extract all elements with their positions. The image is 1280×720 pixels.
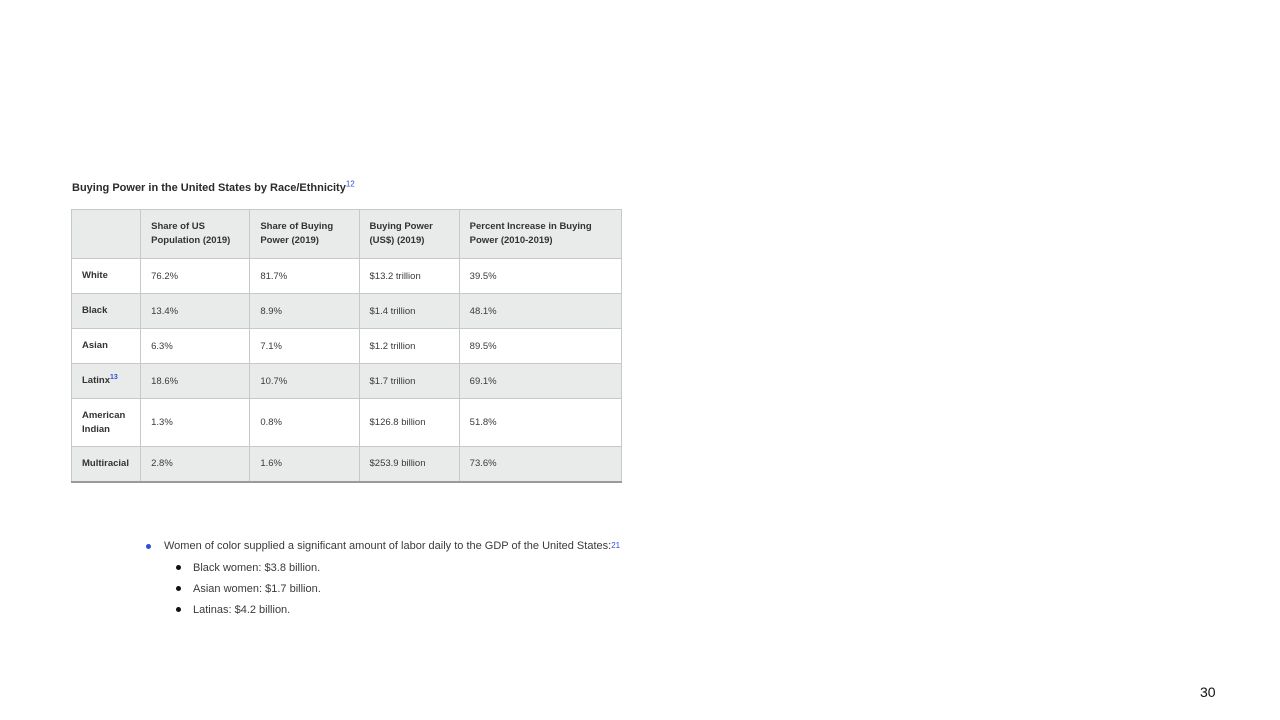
header-cell-buying-power: Buying Power (US$) (2019) bbox=[359, 210, 459, 259]
table-cell: 6.3% bbox=[141, 329, 250, 364]
row-label: White bbox=[72, 259, 141, 294]
sub-bullet-text: Black women: $3.8 billion. bbox=[193, 561, 321, 574]
table-cell: 89.5% bbox=[459, 329, 621, 364]
row-label-text: Latinx bbox=[82, 375, 110, 386]
header-cell-buying-power-share: Share of Buying Power (2019) bbox=[250, 210, 359, 259]
caption-footnote-ref[interactable]: 12 bbox=[345, 179, 355, 189]
table-cell: 7.1% bbox=[250, 329, 359, 364]
table-row-black bbox=[72, 294, 622, 329]
table-cell: $1.2 trillion bbox=[359, 329, 459, 364]
table-cell: $126.8 billion bbox=[359, 399, 459, 447]
row-label: American Indian bbox=[72, 399, 141, 447]
sub-bullet-list bbox=[146, 557, 620, 620]
bullet-dot-icon bbox=[176, 565, 181, 570]
table-cell: 69.1% bbox=[459, 364, 621, 399]
table-cell: $13.2 trillion bbox=[359, 259, 459, 294]
header-cell-group bbox=[72, 210, 141, 259]
list-item: Women of color supplied a significant amount of labor daily to the GDP of the United States: 21 bbox=[146, 537, 620, 555]
row-label: Black bbox=[72, 294, 141, 329]
bullet-text: Women of color supplied a significant amount of labor daily to the GDP of the United States: bbox=[164, 540, 612, 552]
table-cell: 2.8% bbox=[141, 447, 250, 482]
table-cell: 81.7% bbox=[250, 259, 359, 294]
row-label: Multiracial bbox=[72, 447, 141, 482]
table-row-white bbox=[72, 259, 622, 294]
table-cell: $253.9 billion bbox=[359, 447, 459, 482]
table-cell: $1.4 trillion bbox=[359, 294, 459, 329]
table-caption-text: Buying Power in the United States by Race/Ethnicity bbox=[72, 182, 346, 194]
sub-list-item bbox=[176, 557, 620, 578]
latinx-footnote-ref[interactable]: 13 bbox=[109, 373, 118, 381]
row-label: Asian bbox=[72, 329, 141, 364]
table-row-multiracial bbox=[72, 447, 622, 482]
table-cell: $1.7 trillion bbox=[359, 364, 459, 399]
sub-list-item bbox=[176, 578, 620, 599]
bullet-dot-icon bbox=[176, 607, 181, 612]
table-cell: 73.6% bbox=[459, 447, 621, 482]
page-number: 30 bbox=[1200, 684, 1216, 700]
table-caption bbox=[72, 179, 355, 194]
header-cell-population-share: Share of US Population (2019) bbox=[141, 210, 250, 259]
sub-bullet-text: Latinas: $4.2 billion. bbox=[193, 603, 291, 616]
table-cell: 51.8% bbox=[459, 399, 621, 447]
table-cell: 10.7% bbox=[250, 364, 359, 399]
table-cell: 0.8% bbox=[250, 399, 359, 447]
bullet-list bbox=[146, 537, 620, 620]
sub-bullet-text: Asian women: $1.7 billion. bbox=[193, 582, 321, 595]
table-cell: 13.4% bbox=[141, 294, 250, 329]
header-cell-percent-increase: Percent Increase in Buying Power (2010-2019) bbox=[459, 210, 621, 259]
table-row-asian bbox=[72, 329, 622, 364]
table-cell: 39.5% bbox=[459, 259, 621, 294]
table-cell: 76.2% bbox=[141, 259, 250, 294]
table-cell: 8.9% bbox=[250, 294, 359, 329]
bullet-dot-icon bbox=[146, 544, 151, 549]
table-cell: 48.1% bbox=[459, 294, 621, 329]
table-cell: 18.6% bbox=[141, 364, 250, 399]
table-cell: 1.6% bbox=[250, 447, 359, 482]
buying-power-table bbox=[71, 209, 622, 483]
table-row-latinx bbox=[72, 364, 622, 399]
row-label bbox=[72, 364, 141, 399]
table-header-row bbox=[72, 210, 622, 259]
table-row-american-indian bbox=[72, 399, 622, 447]
sub-list-item bbox=[176, 599, 620, 620]
table-cell: 1.3% bbox=[141, 399, 250, 447]
bullet-dot-icon bbox=[176, 586, 181, 591]
